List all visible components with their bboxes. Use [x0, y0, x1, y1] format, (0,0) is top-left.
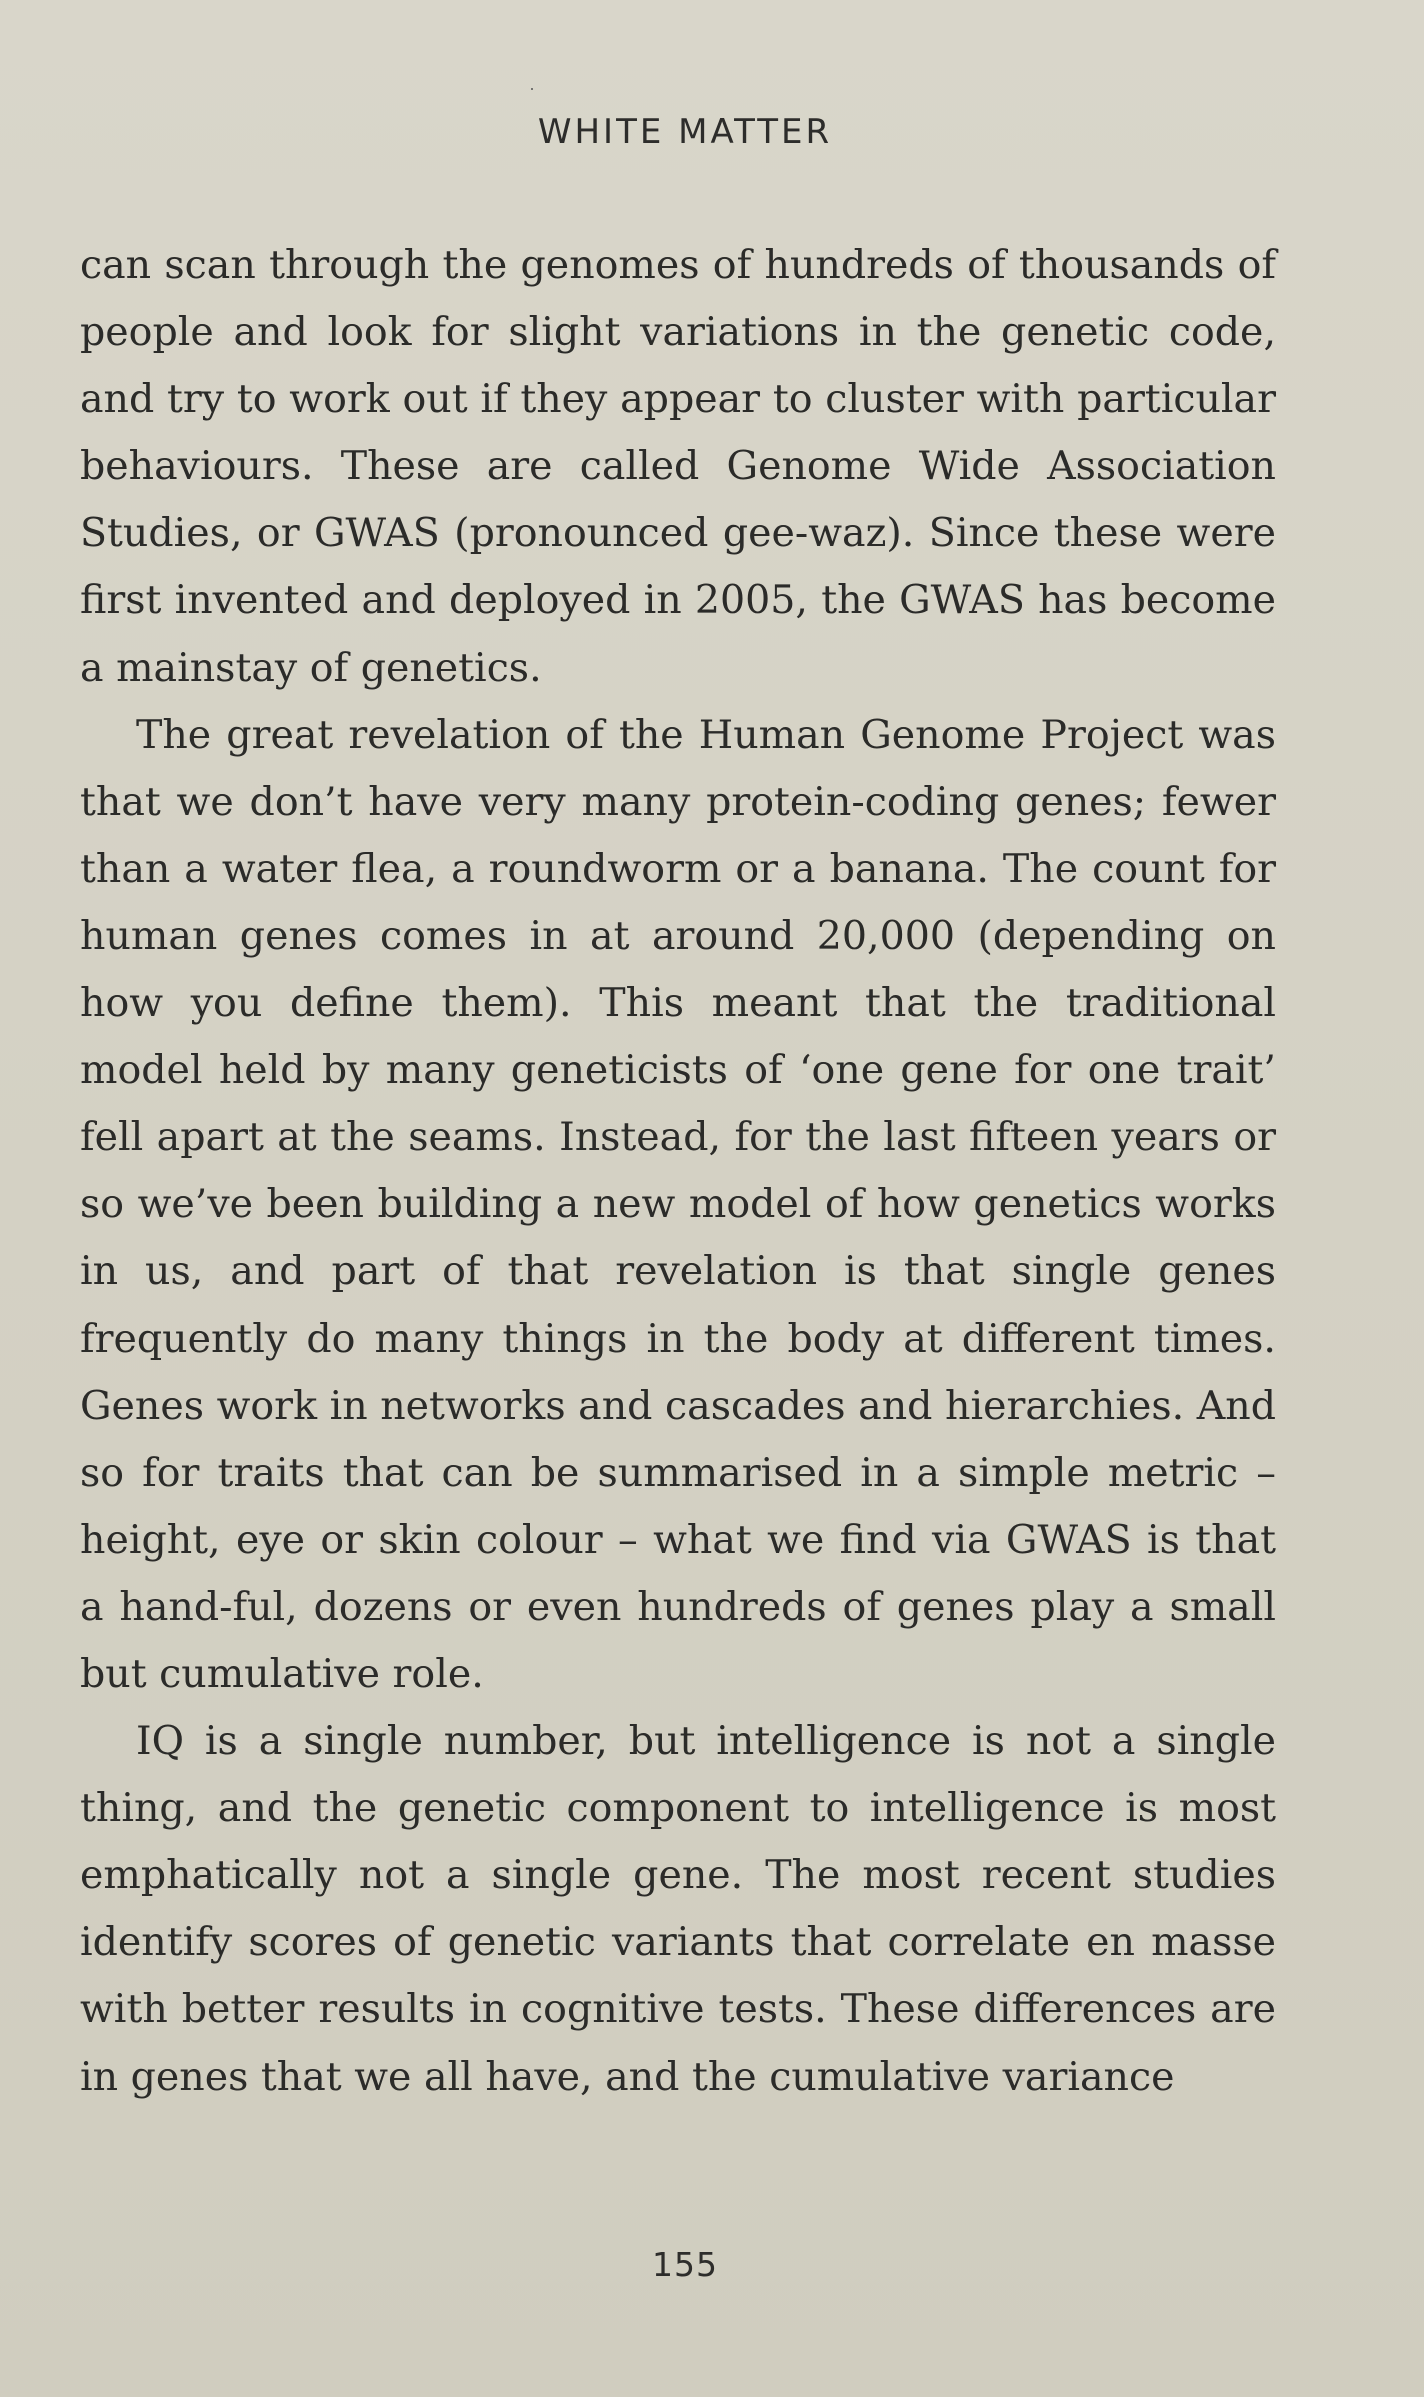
print-speck [531, 88, 533, 90]
paragraph-2: The great revelation of the Human Genome Project was that we don’t have very many protein-coding genes; fewer than a water flea, a roundworm or a banana. The count for human genes comes in at around 20,000 (depending on how you define them). This meant that the traditional model held by many geneticists of ‘one gene for one trait’ fell apart at the seams. Instead, for the last fifteen years or so we’ve been building a new model of how genetics works in us, and part of that revelation is that single genes frequently do many things in the body at different times. Genes work in networks and cascades and hierarchies. And so for traits that can be summarised in a simple metric – height, eye or skin colour – what we find via GWAS is that a hand-ful, dozens or even hundreds of genes play a small but cumulative role. [80, 711, 1276, 1697]
paragraph-3: IQ is a single number, but intelligence is not a single thing, and the genetic component to intelligence is most emphatically not a single gene. The most recent studies identify scores of genetic variants that correlate en masse with better results in cognitive tests. These differences are in genes that we all have, and the cumulative variance [80, 1718, 1276, 2100]
paragraph-1: can scan through the genomes of hundreds of thousands of people and look for slight variations in the genetic code, and try to work out if they appear to cluster with particular behaviours. These are called Genome Wide Association Studies, or GWAS (pronounced gee-waz). Since these were first invented and deployed in 2005, the GWAS has become a mainstay of genetics. [80, 242, 1276, 691]
body-text [80, 232, 1276, 2111]
page-number: 155 [652, 2245, 718, 2284]
running-head: WHITE MATTER [537, 112, 833, 152]
